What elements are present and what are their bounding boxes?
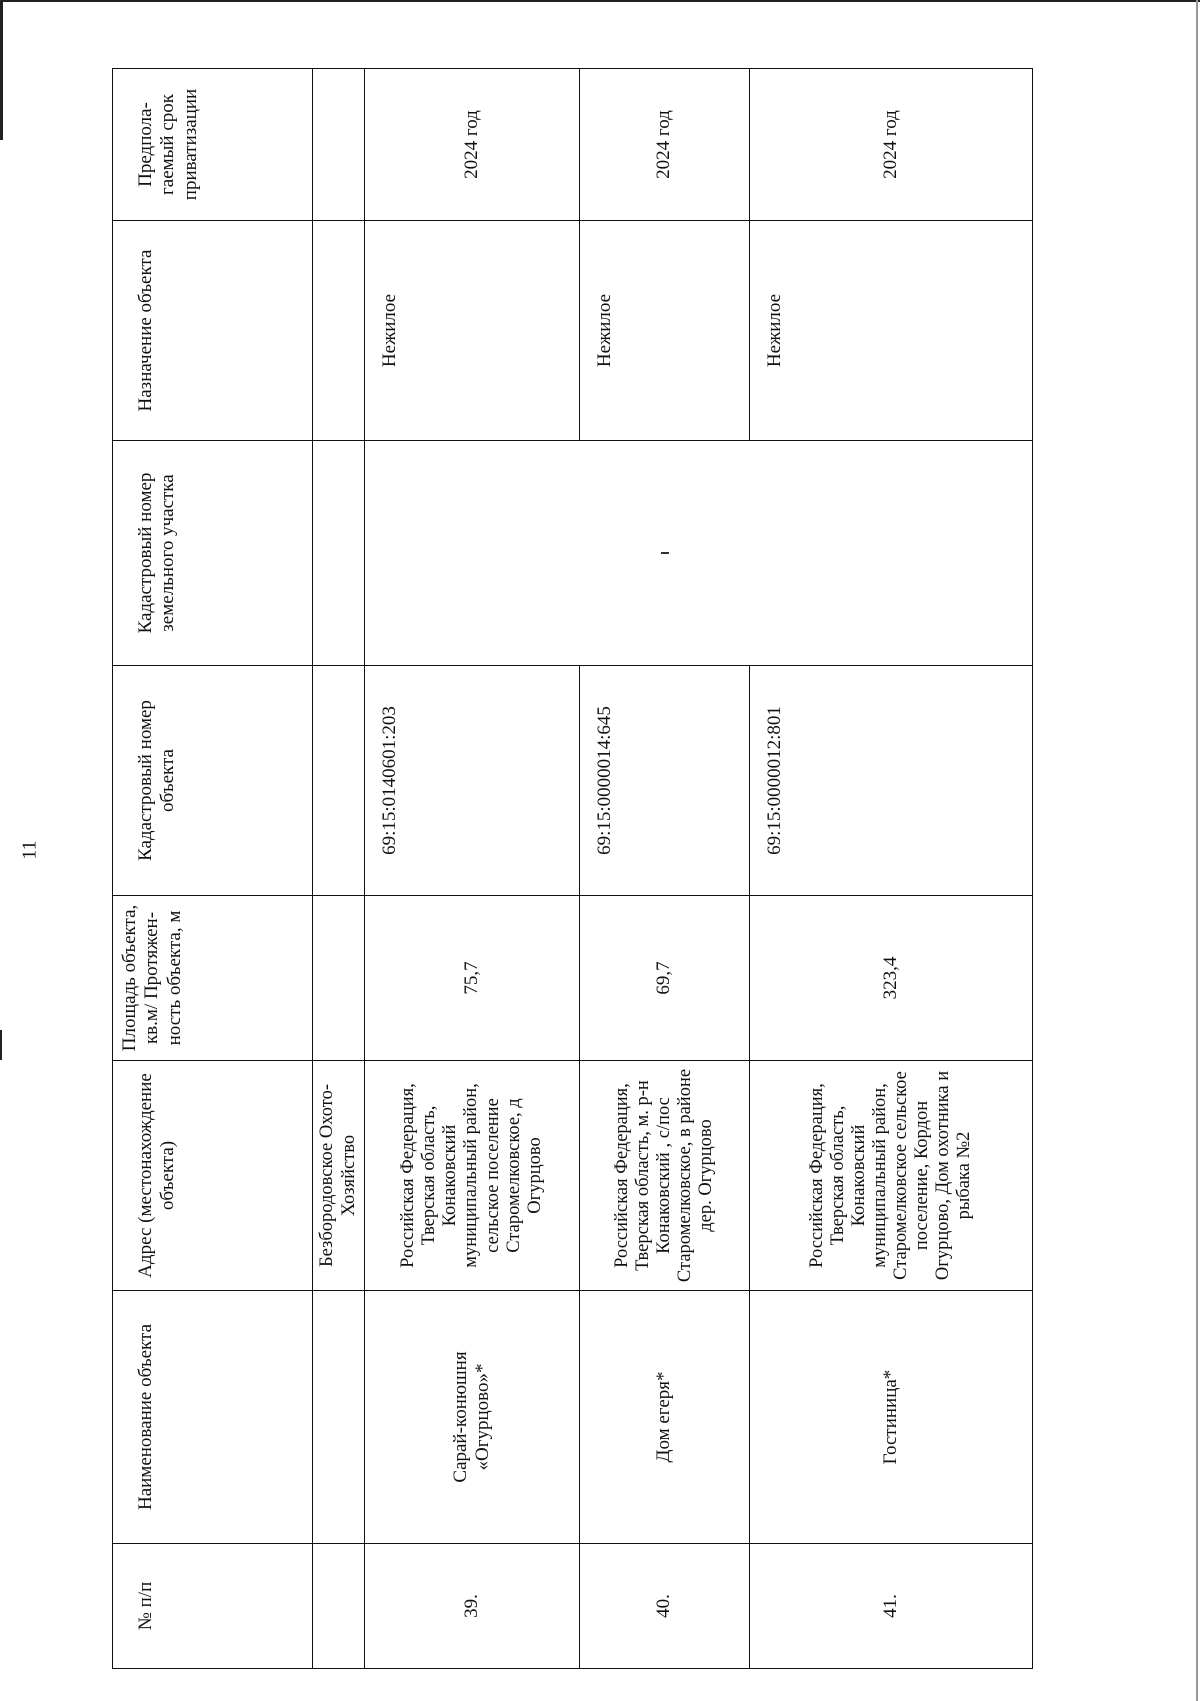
header-name: Наименование объекта bbox=[113, 1291, 313, 1544]
header-address: Адрес (местонахождение объекта) bbox=[113, 1061, 313, 1291]
header-num: № п/п bbox=[113, 1544, 313, 1669]
scan-edge-top bbox=[0, 0, 1200, 2]
privatization-table bbox=[112, 68, 1033, 1669]
header-deadline: Предпола-гаемый срок приватизации bbox=[113, 69, 313, 221]
scan-edge-right bbox=[1196, 0, 1198, 1701]
row-deadline: 2024 год bbox=[750, 69, 1033, 221]
table-row bbox=[580, 69, 750, 1669]
header-cadastral-land: Кадастровый номер земельного участка bbox=[113, 441, 313, 666]
scan-mark-left bbox=[0, 0, 3, 140]
row-cadastral-object: 69:15:0000014:645 bbox=[580, 666, 750, 896]
row-area: 75,7 bbox=[365, 896, 580, 1061]
row-deadline: 2024 год bbox=[365, 69, 580, 221]
page-number: 11 bbox=[18, 840, 41, 860]
section-label: Безбородовское Охото-Хозяйство bbox=[313, 1061, 365, 1291]
row-area: 323,4 bbox=[750, 896, 1033, 1061]
row-cadastral-object: 69:15:0140601:203 bbox=[365, 666, 580, 896]
row-address: Российская Федерация, Тверская область, м. р-н Конаковский , с/пос Старомелковское, в районе дер. Огурцово bbox=[580, 1061, 750, 1291]
row-name: Дом егеря* bbox=[580, 1291, 750, 1544]
table-header-row bbox=[113, 69, 313, 1669]
section-area-cell bbox=[313, 896, 365, 1061]
table-row bbox=[365, 69, 580, 1669]
scan-mark-left-2 bbox=[0, 1030, 2, 1060]
row-purpose: Нежилое bbox=[750, 221, 1033, 441]
rotated-table-container bbox=[112, 69, 1032, 1669]
row-cadastral-object: 69:15:0000012:801 bbox=[750, 666, 1033, 896]
row-name: Сарай-конюшня «Огурцово»* bbox=[365, 1291, 580, 1544]
row-purpose: Нежилое bbox=[580, 221, 750, 441]
header-area: Площадь объекта, кв.м/ Протяжен-ность объекта, м bbox=[113, 896, 313, 1061]
row-address: Российская Федерация, Тверская область, Конаковский муниципальный район, Старомелковское сельское поселение, Кордон Огурцово, Дом охотника и рыбака №2 bbox=[750, 1061, 1033, 1291]
row-name: Гостиница* bbox=[750, 1291, 1033, 1544]
row-num: 41. bbox=[750, 1544, 1033, 1669]
section-row bbox=[313, 69, 365, 1669]
row-area: 69,7 bbox=[580, 896, 750, 1061]
header-purpose: Назначение объекта bbox=[113, 221, 313, 441]
table-frame bbox=[112, 69, 1032, 1669]
header-cadastral-object: Кадастровый номер объекта bbox=[113, 666, 313, 896]
table-row bbox=[750, 69, 1033, 1669]
row-cadastral-land bbox=[750, 441, 1033, 666]
row-address: Российская Федерация, Тверская область, Конаковский муниципальный район, сельское поселение Старомелковское, д Огурцово bbox=[365, 1061, 580, 1291]
scan-speck bbox=[661, 552, 669, 554]
row-num: 39. bbox=[365, 1544, 580, 1669]
section-purpose-cell bbox=[313, 221, 365, 441]
row-purpose: Нежилое bbox=[365, 221, 580, 441]
row-cadastral-land bbox=[365, 441, 580, 666]
section-deadline-cell bbox=[313, 69, 365, 221]
section-num-cell bbox=[313, 1544, 365, 1669]
row-cadastral-land bbox=[580, 441, 750, 666]
section-name-cell bbox=[313, 1291, 365, 1544]
row-deadline: 2024 год bbox=[580, 69, 750, 221]
section-cad-land-cell bbox=[313, 441, 365, 666]
section-cad-obj-cell bbox=[313, 666, 365, 896]
row-num: 40. bbox=[580, 1544, 750, 1669]
